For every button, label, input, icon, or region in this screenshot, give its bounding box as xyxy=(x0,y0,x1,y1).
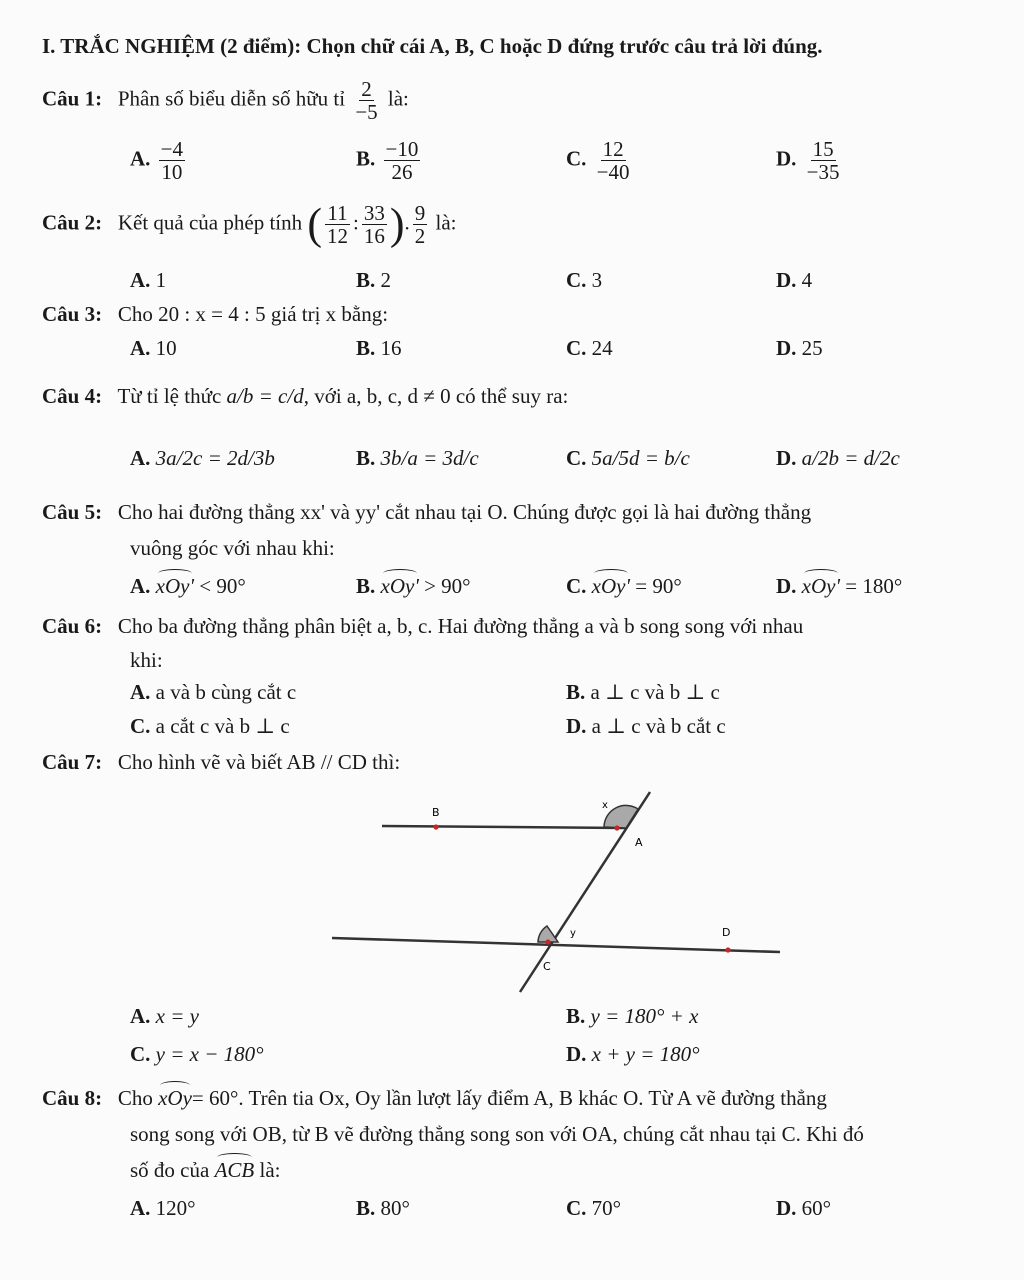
q7-option-c[interactable]: C. y = x − 180° xyxy=(130,1042,264,1066)
q7-option-d[interactable]: D. x + y = 180° xyxy=(566,1042,700,1066)
angle-x-marker xyxy=(604,805,638,828)
q1-option-a[interactable]: A. $\frac{-4}{10}$ xyxy=(130,137,184,185)
question-3: Câu 3: Cho 20 : x = 4 : 5 giá trị x bằng: xyxy=(42,302,389,326)
q2-option-a[interactable]: A. 1 xyxy=(130,268,167,292)
q5-option-c[interactable]: C. xOy' = 90° xyxy=(566,574,682,598)
point-d xyxy=(725,947,730,952)
label-c: C xyxy=(543,960,551,973)
q6-option-a[interactable]: A. a và b cùng cắt c xyxy=(130,680,297,704)
q2-option-b[interactable]: B. 2 xyxy=(356,268,392,292)
question-2: Câu 2: Kết quả của phép tính ( $\frac{11}{12}$ : $\frac{33}{16}$ ). $\frac{9}{2}$ là: xyxy=(42,199,457,249)
question-1: Câu 1: Phân số biểu diễn số hữu tỉ $\frac{2}{-5}$ là: xyxy=(42,77,409,125)
q1-label: Câu 1: xyxy=(42,86,103,111)
label-y: y xyxy=(570,928,576,939)
question-5-line2: vuông góc với nhau khi: xyxy=(130,536,335,560)
q1-option-d[interactable]: D. $\frac{15}{-35}$ xyxy=(776,137,840,185)
q7-option-a[interactable]: A. x = y xyxy=(130,1004,199,1028)
parallel-lines-figure xyxy=(320,786,790,996)
q1-text: Phân số biểu diễn số hữu tỉ xyxy=(117,86,346,111)
q6-option-d[interactable]: D. a ⊥ c và b cắt c xyxy=(566,714,726,738)
line-ab xyxy=(382,826,625,828)
question-5-line1: Câu 5: Cho hai đường thẳng xx' và yy' cắt nhau tại O. Chúng được gọi là hai đường thẳng xyxy=(42,500,812,524)
question-8-line3: số đo của ACB là: xyxy=(130,1158,281,1182)
q3-option-b[interactable]: B. 16 xyxy=(356,336,402,360)
question-6-line2: khi: xyxy=(130,648,163,672)
q2-option-d[interactable]: D. 4 xyxy=(776,268,813,292)
q5-option-d[interactable]: D. xOy' = 180° xyxy=(776,574,903,598)
question-6-line1: Câu 6: Cho ba đường thẳng phân biệt a, b, c. Hai đường thẳng a và b song song với nhau xyxy=(42,614,804,638)
q3-option-c[interactable]: C. 24 xyxy=(566,336,613,360)
label-a: A xyxy=(635,836,643,849)
question-8-line1: Câu 8: Cho xOy= 60°. Trên tia Ox, Oy lần lượt lấy điểm A, B khác O. Từ A vẽ đường thẳng xyxy=(42,1086,827,1110)
q7-option-b[interactable]: B. y = 180° + x xyxy=(566,1004,699,1028)
q1-option-c[interactable]: C. $\frac{12}{-40}$ xyxy=(566,137,630,185)
question-7: Câu 7: Cho hình vẽ và biết AB // CD thì: xyxy=(42,750,401,774)
question-4: Câu 4: Từ tỉ lệ thức a/b = c/d, với a, b, c, d ≠ 0 có thể suy ra: xyxy=(42,384,569,408)
q6-option-c[interactable]: C. a cắt c và b ⊥ c xyxy=(130,714,290,738)
q6-option-b[interactable]: B. a ⊥ c và b ⊥ c xyxy=(566,680,720,704)
label-d: D xyxy=(722,926,731,939)
q8-option-a[interactable]: A. 120° xyxy=(130,1196,196,1220)
q4-option-b[interactable]: B. 3b/a = 3d/c xyxy=(356,446,479,470)
q4-option-c[interactable]: C. 5a/5d = b/c xyxy=(566,446,690,470)
q3-option-a[interactable]: A. 10 xyxy=(130,336,177,360)
q8-option-d[interactable]: D. 60° xyxy=(776,1196,832,1220)
point-c xyxy=(545,939,550,944)
point-a xyxy=(614,825,619,830)
q4-option-d[interactable]: D. a/2b = d/2c xyxy=(776,446,900,470)
q4-option-a[interactable]: A. 3a/2c = 2d/3b xyxy=(130,446,275,470)
q5-option-a[interactable]: A. xOy' < 90° xyxy=(130,574,246,598)
q8-option-c[interactable]: C. 70° xyxy=(566,1196,622,1220)
question-8-line2: song song với OB, từ B vẽ đường thẳng song son với OA, chúng cắt nhau tại C. Khi đó xyxy=(130,1122,864,1146)
q5-option-b[interactable]: B. xOy' > 90° xyxy=(356,574,471,598)
q1-option-b[interactable]: B. $\frac{-10}{26}$ xyxy=(356,137,419,185)
q2-option-c[interactable]: C. 3 xyxy=(566,268,603,292)
section-header: I. TRẮC NGHIỆM (2 điểm): Chọn chữ cái A, B, C hoặc D đứng trước câu trả lời đúng. xyxy=(42,34,823,58)
q3-option-d[interactable]: D. 25 xyxy=(776,336,823,360)
label-x: x xyxy=(602,800,608,811)
q8-option-b[interactable]: B. 80° xyxy=(356,1196,410,1220)
point-b xyxy=(433,824,438,829)
label-b: B xyxy=(432,806,440,819)
